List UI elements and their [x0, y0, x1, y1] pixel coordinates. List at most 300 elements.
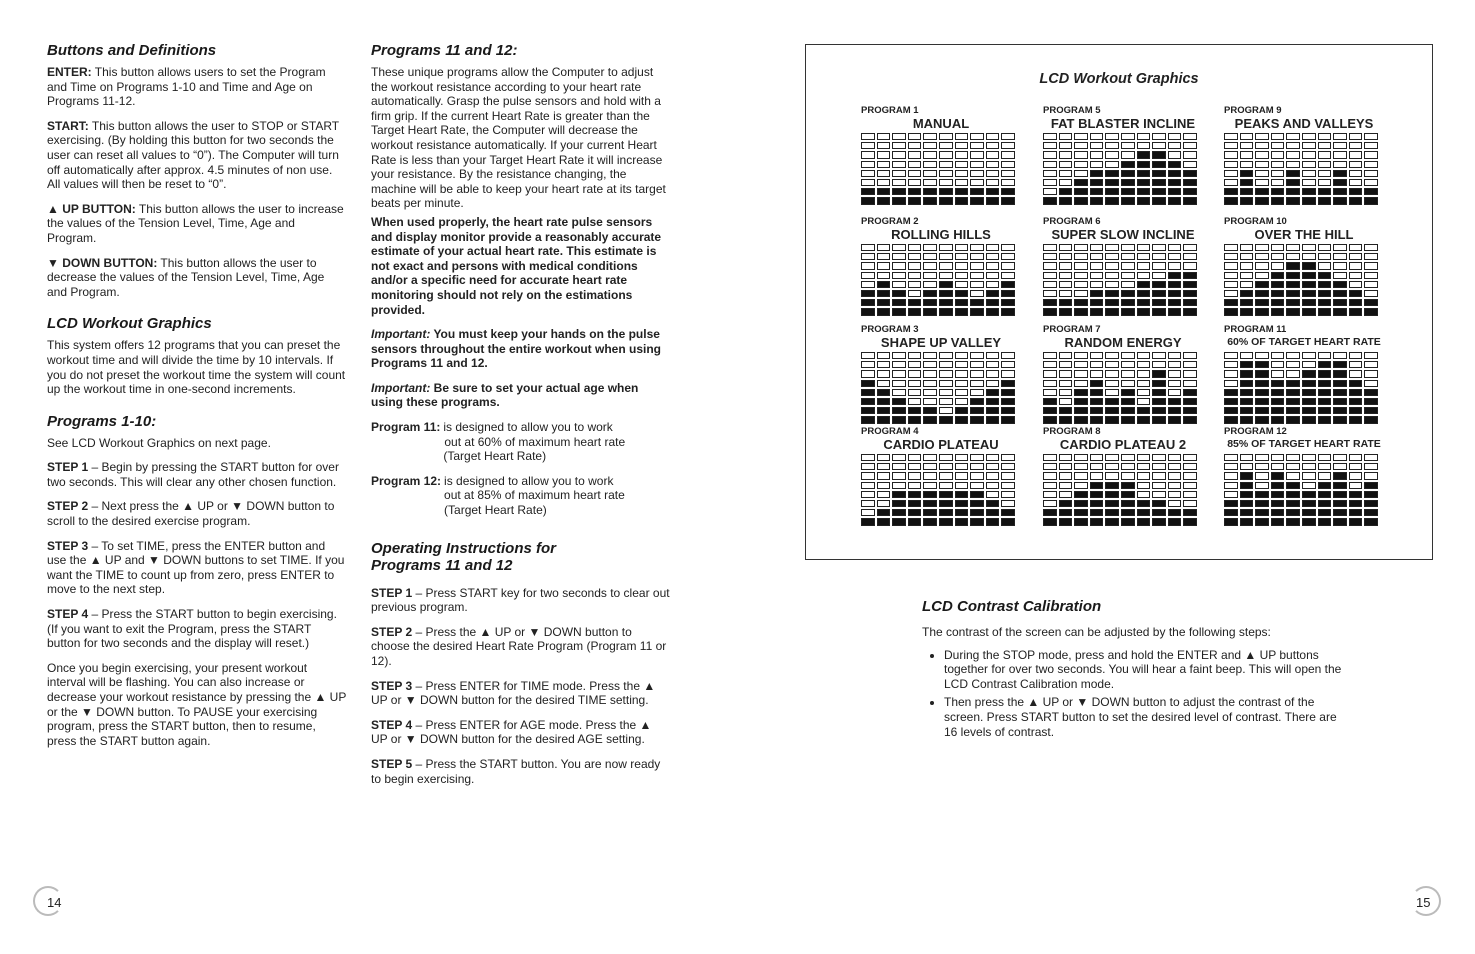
profile-segment-filled: [1333, 170, 1347, 177]
profile-segment-filled: [1168, 518, 1182, 525]
profile-segment-filled: [1152, 416, 1166, 423]
profile-segment-empty: [1105, 361, 1119, 368]
profile-segment-empty: [1183, 370, 1197, 377]
profile-segment-empty: [1318, 151, 1332, 158]
profile-segment-empty: [1137, 389, 1151, 396]
exercising-note: Once you begin exercising, your present workout interval will be flashing. You can also increase or decrease your workout resistance by pressing the ▲ UP or the ▼ DOWN button. To PAUSE your exercising program, press the START button, then to resume, press the START button again.: [47, 660, 347, 748]
profile-segment-empty: [861, 482, 875, 489]
profile-segment-empty: [1183, 244, 1197, 251]
profile-segment-filled: [892, 197, 906, 204]
profile-segment-filled: [1255, 361, 1269, 368]
profile-segment-filled: [1105, 179, 1119, 186]
profile-segment-empty: [1271, 454, 1285, 461]
profile-segment-empty: [877, 179, 891, 186]
profile-segment-filled: [1302, 518, 1316, 525]
profile-segment-empty: [1318, 253, 1332, 260]
profile-segment-empty: [923, 253, 937, 260]
profile-segment-empty: [1302, 472, 1316, 479]
profile-segment-filled: [1286, 188, 1300, 195]
profile-segment-empty: [892, 472, 906, 479]
profile-segment-empty: [1090, 472, 1104, 479]
profile-segment-filled: [955, 290, 969, 297]
profile-segment-filled: [1168, 272, 1182, 279]
profile-segment-filled: [1001, 380, 1015, 387]
profile-segment-filled: [1364, 389, 1378, 396]
profile-segment-empty: [970, 370, 984, 377]
profile-segment-filled: [1001, 398, 1015, 405]
profile-segment-empty: [1286, 142, 1300, 149]
profile-segment-filled: [1059, 197, 1073, 204]
profile-segment-filled: [877, 407, 891, 414]
profile-segment-filled: [955, 407, 969, 414]
profile-segment-filled: [892, 308, 906, 315]
profile-segment-filled: [1074, 197, 1088, 204]
profile-segment-empty: [1349, 463, 1363, 470]
profile-segment-filled: [1302, 272, 1316, 279]
profile-segment-empty: [1001, 179, 1015, 186]
profile-segment-filled: [1059, 518, 1073, 525]
profile-segment-filled: [892, 500, 906, 507]
profile-segment-empty: [1121, 253, 1135, 260]
profile-segment-filled: [1318, 398, 1332, 405]
profile-segment-filled: [1255, 281, 1269, 288]
profile-segment-empty: [986, 454, 1000, 461]
profile-segment-filled: [986, 197, 1000, 204]
profile-segment-filled: [1255, 398, 1269, 405]
profile-segment-filled: [955, 299, 969, 306]
profile-segment-empty: [1302, 161, 1316, 168]
profile-segment-empty: [1240, 161, 1254, 168]
profile-segment-filled: [1090, 500, 1104, 507]
profile-segment-filled: [1090, 197, 1104, 204]
profile-segment-empty: [908, 142, 922, 149]
profile-segment-filled: [1318, 509, 1332, 516]
profile-segment-empty: [877, 463, 891, 470]
program-cell: [1224, 324, 1384, 424]
profile-segment-filled: [1183, 398, 1197, 405]
profile-segment-empty: [986, 361, 1000, 368]
profile-segment-empty: [1333, 161, 1347, 168]
profile-segment-empty: [1183, 463, 1197, 470]
profile-segment-empty: [1074, 244, 1088, 251]
profile-segment-empty: [1001, 244, 1015, 251]
profile-segment-filled: [877, 398, 891, 405]
profile-segment-empty: [1001, 142, 1015, 149]
profile-segment-empty: [1043, 491, 1057, 498]
op-step-4: STEP 4 – Press ENTER for AGE mode. Press the ▲ UP or ▼ DOWN button for the desired AGE setting.: [371, 717, 652, 747]
profile-segment-empty: [1364, 361, 1378, 368]
program-number: PROGRAM 11: [1224, 324, 1287, 335]
profile-segment-filled: [923, 500, 937, 507]
profile-segment-empty: [1001, 472, 1015, 479]
profile-segment-filled: [1240, 361, 1254, 368]
profile-segment-filled: [1152, 170, 1166, 177]
profile-segment-filled: [1090, 179, 1104, 186]
profile-segment-filled: [970, 509, 984, 516]
profile-segment-empty: [1168, 380, 1182, 387]
profile-segment-filled: [1271, 518, 1285, 525]
profile-segment-filled: [986, 299, 1000, 306]
profile-segment-filled: [1302, 370, 1316, 377]
profile-segment-empty: [1137, 262, 1151, 269]
profile-segment-filled: [1105, 197, 1119, 204]
profile-segment-filled: [1286, 308, 1300, 315]
profile-segment-empty: [1224, 170, 1238, 177]
profile-segment-empty: [1137, 142, 1151, 149]
program-cell: [861, 216, 1021, 316]
profile-segment-empty: [1183, 142, 1197, 149]
profile-segment-empty: [970, 170, 984, 177]
profile-segment-filled: [1318, 500, 1332, 507]
profile-segment-empty: [923, 482, 937, 489]
profile-segment-filled: [1121, 170, 1135, 177]
profile-segment-empty: [1318, 463, 1332, 470]
profile-segment-filled: [1152, 151, 1166, 158]
profile-segment-empty: [1302, 133, 1316, 140]
profile-segment-empty: [1059, 472, 1073, 479]
profile-segment-empty: [1043, 370, 1057, 377]
profile-segment-filled: [1001, 290, 1015, 297]
profile-segment-filled: [1240, 472, 1254, 479]
profile-segment-empty: [1364, 161, 1378, 168]
profile-segment-empty: [1043, 262, 1057, 269]
profile-segment-filled: [1364, 197, 1378, 204]
lcd-graphics-text: This system offers 12 programs that you can preset the workout time and will divide the time by 10 intervals. If you do not preset the workout time the system will count up the workout time in one-second increments.: [47, 338, 346, 397]
heart-rate-warning: When used properly, the heart rate pulse sensors and display monitor provide a reasonably accurate estimate of your actual heart rate. This estimate is not exact and persons with medical conditions and/or a specific need for accurate heart rate monitoring should not rely on the estimations provided.: [371, 214, 662, 317]
profile-segment-empty: [1183, 380, 1197, 387]
profile-segment-filled: [1364, 407, 1378, 414]
profile-segment-filled: [1105, 518, 1119, 525]
profile-segment-empty: [986, 463, 1000, 470]
profile-segment-filled: [877, 509, 891, 516]
profile-segment-filled: [908, 509, 922, 516]
profile-segment-filled: [1152, 407, 1166, 414]
profile-segment-empty: [1043, 454, 1057, 461]
profile-segment-empty: [861, 151, 875, 158]
profile-segment-empty: [908, 290, 922, 297]
step-4: STEP 4 – Press the START button to begin exercising. (If you want to exit the Program, press the START button for two seconds and the display will reset.): [47, 607, 337, 651]
profile-segment-filled: [1240, 188, 1254, 195]
profile-segment-filled: [892, 398, 906, 405]
profile-segment-filled: [1137, 407, 1151, 414]
program-cell: [1224, 105, 1384, 205]
profile-segment-empty: [1364, 370, 1378, 377]
profile-segment-filled: [1302, 407, 1316, 414]
profile-segment-empty: [939, 352, 953, 359]
program-name: PEAKS AND VALLEYS: [1234, 116, 1374, 131]
contrast-step-1: • During the STOP mode, press and hold the ENTER and ▲ UP buttons together for over two seconds. You will hear a faint beep. This will open the LCD Contrast Calibration mode.: [944, 648, 1342, 692]
profile-segment-empty: [1240, 352, 1254, 359]
program-profile-grid: [1043, 133, 1203, 205]
profile-segment-empty: [1059, 281, 1073, 288]
profile-segment-filled: [908, 407, 922, 414]
profile-segment-empty: [1074, 370, 1088, 377]
profile-segment-filled: [1137, 197, 1151, 204]
up-label: ▲ UP BUTTON:: [47, 201, 136, 216]
profile-segment-empty: [1364, 463, 1378, 470]
profile-segment-empty: [939, 482, 953, 489]
profile-segment-empty: [1059, 389, 1073, 396]
profile-segment-empty: [1349, 133, 1363, 140]
profile-segment-empty: [877, 482, 891, 489]
profile-segment-filled: [1255, 299, 1269, 306]
profile-segment-filled: [1168, 161, 1182, 168]
profile-segment-filled: [1302, 299, 1316, 306]
profile-segment-filled: [861, 380, 875, 387]
profile-segment-empty: [1183, 352, 1197, 359]
profile-segment-filled: [892, 416, 906, 423]
profile-segment-filled: [1255, 509, 1269, 516]
profile-segment-empty: [1318, 161, 1332, 168]
profile-segment-empty: [986, 179, 1000, 186]
profile-segment-filled: [908, 197, 922, 204]
profile-segment-filled: [1302, 380, 1316, 387]
profile-segment-filled: [1183, 188, 1197, 195]
profile-segment-filled: [1121, 500, 1135, 507]
profile-segment-empty: [892, 133, 906, 140]
profile-segment-filled: [1318, 272, 1332, 279]
profile-segment-empty: [986, 151, 1000, 158]
profile-segment-filled: [1333, 482, 1347, 489]
profile-segment-empty: [1224, 472, 1238, 479]
profile-segment-filled: [892, 491, 906, 498]
profile-segment-filled: [1271, 290, 1285, 297]
profile-segment-empty: [861, 491, 875, 498]
profile-segment-empty: [1059, 352, 1073, 359]
profile-segment-filled: [1364, 188, 1378, 195]
profile-segment-empty: [939, 142, 953, 149]
profile-segment-empty: [1121, 380, 1135, 387]
profile-segment-filled: [1137, 500, 1151, 507]
profile-segment-filled: [1183, 170, 1197, 177]
profile-segment-filled: [970, 308, 984, 315]
profile-segment-empty: [1349, 472, 1363, 479]
profile-segment-filled: [1333, 361, 1347, 368]
profile-segment-filled: [1137, 151, 1151, 158]
profile-segment-filled: [892, 509, 906, 516]
profile-segment-filled: [1271, 482, 1285, 489]
profile-segment-filled: [1333, 500, 1347, 507]
profile-segment-filled: [1271, 398, 1285, 405]
profile-segment-empty: [1255, 482, 1269, 489]
profile-segment-empty: [939, 380, 953, 387]
profile-segment-empty: [892, 482, 906, 489]
profile-segment-empty: [1224, 491, 1238, 498]
profile-segment-filled: [877, 308, 891, 315]
profile-segment-filled: [1240, 482, 1254, 489]
profile-segment-empty: [1121, 281, 1135, 288]
profile-segment-empty: [1059, 133, 1073, 140]
profile-segment-filled: [1271, 500, 1285, 507]
profile-segment-filled: [1364, 416, 1378, 423]
profile-segment-empty: [923, 398, 937, 405]
profile-segment-empty: [1302, 253, 1316, 260]
profile-segment-filled: [939, 290, 953, 297]
profile-segment-filled: [1001, 188, 1015, 195]
profile-segment-filled: [955, 416, 969, 423]
profile-segment-empty: [939, 161, 953, 168]
profile-segment-filled: [1183, 308, 1197, 315]
profile-segment-empty: [1333, 262, 1347, 269]
profile-segment-empty: [1255, 244, 1269, 251]
profile-segment-empty: [1183, 151, 1197, 158]
profile-segment-empty: [1043, 380, 1057, 387]
profile-segment-empty: [1043, 142, 1057, 149]
profile-segment-empty: [986, 142, 1000, 149]
profile-segment-empty: [1001, 463, 1015, 470]
profile-segment-filled: [1271, 308, 1285, 315]
profile-segment-empty: [1090, 370, 1104, 377]
profile-segment-filled: [1286, 290, 1300, 297]
lcd-graphics-panel: [805, 44, 1433, 560]
profile-segment-empty: [1302, 482, 1316, 489]
profile-segment-filled: [923, 491, 937, 498]
profile-segment-filled: [1318, 281, 1332, 288]
profile-segment-empty: [1224, 179, 1238, 186]
profile-segment-filled: [1318, 380, 1332, 387]
profile-segment-empty: [1364, 454, 1378, 461]
profile-segment-empty: [1168, 352, 1182, 359]
profile-segment-empty: [1074, 253, 1088, 260]
profile-segment-filled: [1286, 491, 1300, 498]
profile-segment-filled: [1318, 361, 1332, 368]
program-number: PROGRAM 1: [861, 105, 919, 116]
profile-segment-filled: [1090, 407, 1104, 414]
profile-segment-filled: [986, 509, 1000, 516]
profile-segment-empty: [939, 361, 953, 368]
profile-segment-empty: [1183, 133, 1197, 140]
profile-segment-filled: [1286, 407, 1300, 414]
profile-segment-empty: [1168, 262, 1182, 269]
profile-segment-filled: [1333, 389, 1347, 396]
profile-segment-empty: [1224, 272, 1238, 279]
profile-segment-empty: [955, 179, 969, 186]
profile-segment-filled: [1074, 179, 1088, 186]
profile-segment-filled: [1121, 416, 1135, 423]
profile-segment-filled: [1333, 197, 1347, 204]
profile-segment-filled: [1349, 389, 1363, 396]
profile-segment-empty: [908, 244, 922, 251]
profile-segment-empty: [955, 352, 969, 359]
profile-segment-empty: [1074, 133, 1088, 140]
profile-segment-empty: [877, 244, 891, 251]
profile-segment-empty: [1105, 161, 1119, 168]
profile-segment-empty: [1043, 244, 1057, 251]
program-name: SUPER SLOW INCLINE: [1051, 227, 1195, 242]
profile-segment-filled: [1240, 197, 1254, 204]
profile-segment-empty: [1255, 133, 1269, 140]
profile-segment-empty: [1074, 170, 1088, 177]
profile-segment-empty: [1152, 352, 1166, 359]
profile-segment-empty: [1090, 361, 1104, 368]
profile-segment-filled: [1152, 281, 1166, 288]
profile-segment-filled: [861, 416, 875, 423]
profile-segment-empty: [1318, 133, 1332, 140]
profile-segment-empty: [970, 244, 984, 251]
profile-segment-empty: [1224, 244, 1238, 251]
profile-segment-filled: [1255, 380, 1269, 387]
profile-segment-filled: [1074, 416, 1088, 423]
profile-segment-empty: [1224, 151, 1238, 158]
profile-segment-filled: [1121, 308, 1135, 315]
profile-segment-empty: [1240, 142, 1254, 149]
profile-segment-empty: [1043, 463, 1057, 470]
profile-segment-filled: [1349, 299, 1363, 306]
profile-segment-filled: [1255, 308, 1269, 315]
profile-segment-filled: [1240, 407, 1254, 414]
profile-segment-empty: [1255, 472, 1269, 479]
middle-column: [371, 42, 671, 796]
profile-segment-empty: [955, 463, 969, 470]
profile-segment-filled: [1224, 389, 1238, 396]
up-definition: ▲ UP BUTTON: This button allows the user to increase the values of the Tension Level, Time, Age and Program.: [47, 201, 344, 245]
profile-segment-empty: [861, 179, 875, 186]
program-profile-grid: [1224, 352, 1384, 424]
profile-segment-empty: [986, 491, 1000, 498]
profile-segment-empty: [1105, 272, 1119, 279]
profile-segment-filled: [1121, 389, 1135, 396]
profile-segment-filled: [1364, 398, 1378, 405]
profile-segment-empty: [1333, 454, 1347, 461]
profile-segment-filled: [939, 308, 953, 315]
profile-segment-empty: [877, 352, 891, 359]
profile-segment-empty: [1152, 244, 1166, 251]
profile-segment-filled: [1286, 380, 1300, 387]
profile-segment-filled: [1090, 290, 1104, 297]
profile-segment-filled: [923, 299, 937, 306]
profile-segment-filled: [1059, 299, 1073, 306]
profile-segment-empty: [1059, 491, 1073, 498]
profile-segment-empty: [1240, 463, 1254, 470]
profile-segment-empty: [986, 170, 1000, 177]
profile-segment-empty: [1090, 281, 1104, 288]
profile-segment-empty: [1168, 253, 1182, 260]
profile-segment-filled: [1224, 308, 1238, 315]
profile-segment-filled: [1240, 398, 1254, 405]
profile-segment-filled: [1224, 197, 1238, 204]
profile-segment-empty: [1074, 151, 1088, 158]
profile-segment-empty: [861, 142, 875, 149]
profile-segment-empty: [1302, 454, 1316, 461]
profile-segment-filled: [1318, 389, 1332, 396]
profile-segment-filled: [1286, 389, 1300, 396]
profile-segment-filled: [1333, 299, 1347, 306]
profile-segment-empty: [1364, 290, 1378, 297]
profile-segment-filled: [955, 500, 969, 507]
profile-segment-filled: [1302, 416, 1316, 423]
profile-segment-empty: [1224, 370, 1238, 377]
profile-segment-filled: [1349, 290, 1363, 297]
profile-segment-filled: [1152, 197, 1166, 204]
programs-11-12-intro: These unique programs allow the Computer to adjust the workout resistance according to your heart rate automatically. Grasp the pulse sensors and hold with a firm grip. If the current Heart Rate is greater than the Target Heart Rate, the Computer will decrease the workout resistance automatically. If your current Heart Rate is less than your Target Heart Rate it will increase your resistance. By the resistance changing, the machine will be able to keep your heart rate at its target beats per minute.: [371, 65, 666, 211]
profile-segment-filled: [877, 188, 891, 195]
profile-segment-empty: [1271, 352, 1285, 359]
profile-segment-empty: [1105, 151, 1119, 158]
profile-segment-filled: [1255, 416, 1269, 423]
profile-segment-filled: [1271, 491, 1285, 498]
profile-segment-filled: [1286, 482, 1300, 489]
profile-segment-filled: [1240, 370, 1254, 377]
program-name: FAT BLASTER INCLINE: [1050, 116, 1196, 131]
profile-segment-filled: [1183, 197, 1197, 204]
profile-segment-filled: [1302, 491, 1316, 498]
profile-segment-filled: [892, 188, 906, 195]
profile-segment-empty: [923, 161, 937, 168]
profile-segment-empty: [1001, 491, 1015, 498]
profile-segment-filled: [1302, 188, 1316, 195]
lcd-graphics-heading: LCD Workout Graphics: [47, 315, 212, 333]
program-cell: [1224, 216, 1384, 316]
